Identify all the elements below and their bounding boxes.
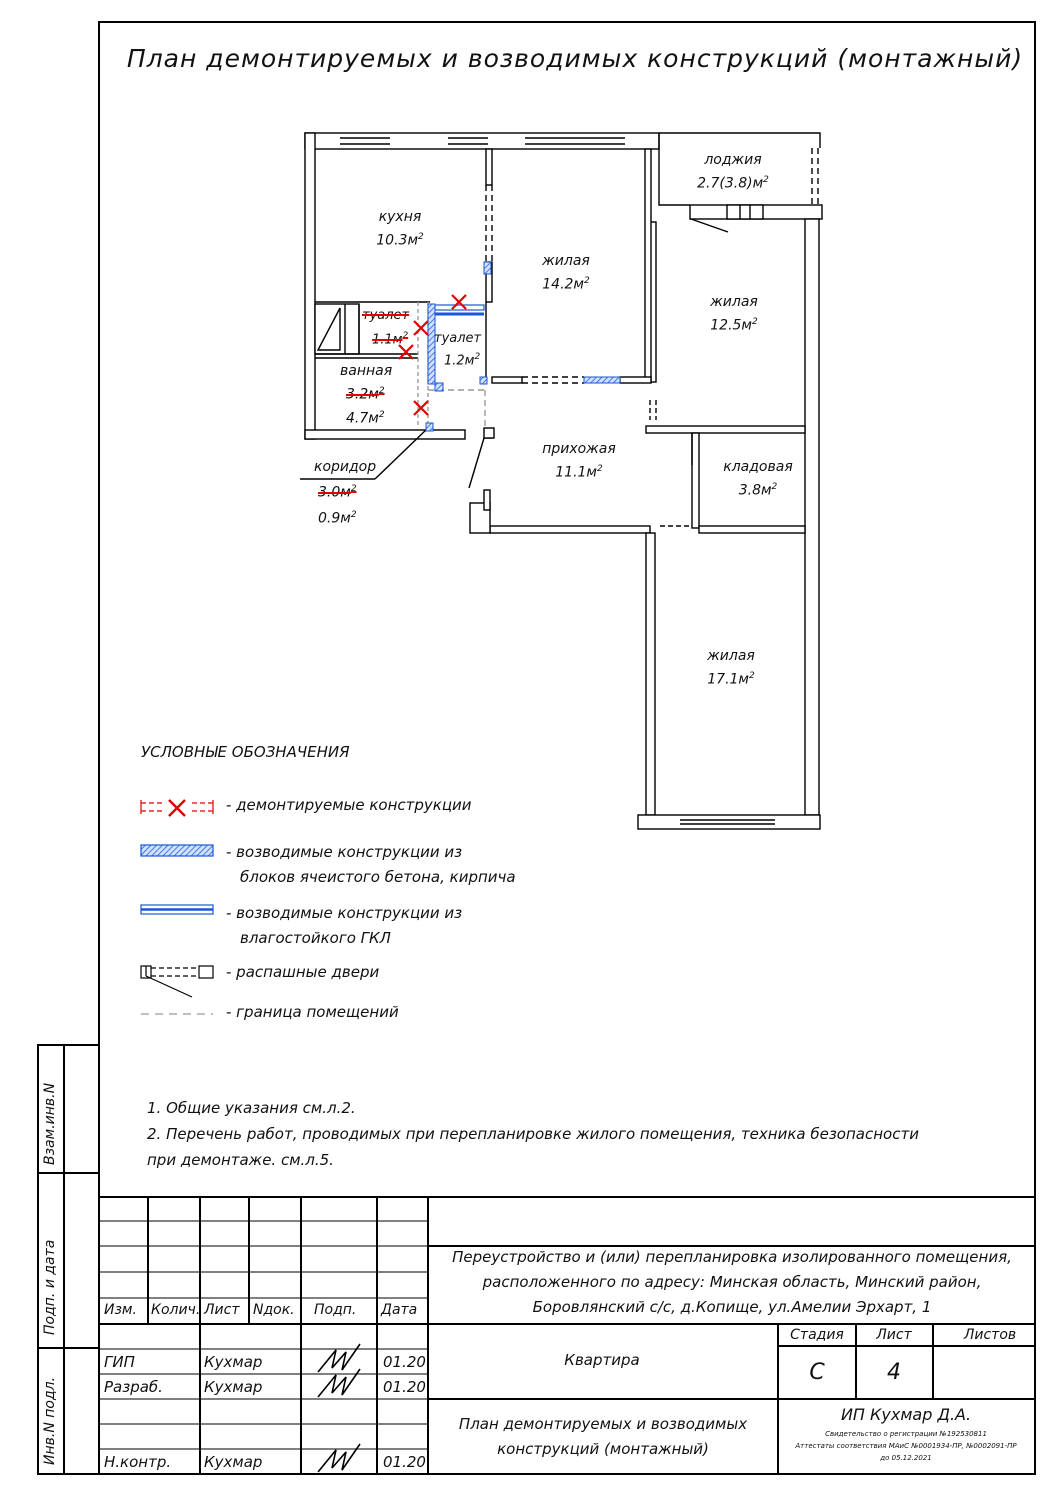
room-area: 2.7(3.8)м [697,175,764,192]
room-name: жилая [710,294,758,310]
room-area-old: 3.2м [346,386,379,403]
room-kitchen [376,207,423,251]
legend-symbols [141,800,213,1014]
side-stamp-inv: Инв.N подл. [42,1376,58,1465]
room-area-sup: 2 [763,175,769,185]
tb-header-list: Лист [204,1302,240,1318]
new-wall-block [435,383,443,391]
legend-text: влагостойкого ГКЛ [240,929,391,947]
tb-sheet: 4 [887,1360,901,1385]
new-wall-block [484,262,491,274]
new-wall-block [480,377,487,384]
room-area: 10.3м [376,232,418,249]
room-area-sup: 2 [583,276,590,286]
room-loggia [697,150,769,194]
tb-date-gip: 01.20 [383,1353,426,1371]
room-name: прихожая [542,441,616,457]
room-area-sup: 2 [748,671,755,681]
tb-role-gip: ГИП [104,1353,135,1371]
tb-name-gip: Кухмар [204,1353,263,1371]
room-area: 1.1м [372,332,403,348]
tb-name-nkontr: Кухмар [204,1453,263,1471]
room-name: жилая [707,648,755,664]
room-area: 4.7м [346,410,379,427]
room-area: 17.1м [707,671,749,688]
room-area-sup: 2 [350,484,357,494]
room-toilet-old [362,306,409,350]
room-living-171 [707,646,755,690]
room-area-sup: 2 [771,482,778,492]
room-area-sup: 2 [474,352,481,362]
tb-project-line2: расположенного по адресу: Минская область, Минский район, [482,1273,982,1291]
room-name: кладовая [723,459,793,475]
tb-drawing-line1: План демонтируемых и возводимых [458,1415,748,1433]
room-area: 12.5м [710,317,752,334]
room-hall [542,439,616,483]
room-toilet-new [434,329,481,370]
note-1: 1. Общие указания см.л.2. [147,1099,356,1117]
room-name: туалет [434,331,482,346]
sheet-title: План демонтируемых и возводимых конструкций (монтажный) [126,44,1024,73]
tb-date-nkontr: 01.20 [383,1453,426,1471]
legend-text: - возводимые конструкции из [226,904,463,922]
legend-item-boundary: - граница помещений [226,1003,399,1021]
room-area: 14.2м [542,276,584,293]
tb-sheet-label: Лист [876,1327,912,1343]
room-name: жилая [542,253,590,269]
legend-item-gkl [226,901,462,951]
tb-name-razrab: Кухмар [204,1378,263,1396]
legend-text: - возводимые конструкции из [226,843,463,861]
room-name: кухня [378,209,422,225]
new-wall-gkl [432,305,484,310]
room-corridor [314,456,376,529]
new-wall-block [584,377,620,383]
tb-role-nkontr: Н.контр. [104,1453,172,1471]
signature [318,1344,360,1472]
side-stamp-podp: Подп. и дата [42,1239,58,1335]
tb-header-izm: Изм. [104,1302,137,1318]
legend-title: УСЛОВНЫЕ ОБОЗНАЧЕНИЯ [141,743,350,761]
room-area-sup: 2 [751,317,758,327]
note-3: при демонтаже. см.л.5. [147,1151,334,1169]
tb-stage: С [809,1360,825,1385]
tb-header-data: Дата [381,1302,418,1318]
tb-header-podp: Подп. [314,1302,357,1318]
tb-company: ИП Кухмар Д.А. [840,1405,972,1424]
room-area: 1.2м [444,353,475,369]
room-name: туалет [362,308,410,323]
tb-stage-label: Стадия [790,1327,844,1343]
room-area: 11.1м [555,464,597,481]
room-area-sup: 2 [596,464,603,474]
room-name: коридор [314,459,377,475]
legend-text: блоков ячеистого бетона, кирпича [240,868,516,886]
tb-header-kol: Колич. [151,1302,201,1318]
tb-date-razrab: 01.20 [383,1378,426,1396]
room-area-sup: 2 [378,386,385,396]
tb-cert3: до 05.12.2021 [880,1454,932,1462]
side-stamp-vzam: Взам.инв.N [42,1082,58,1165]
room-living-142 [542,251,590,295]
room-area-old: 3.0м [318,484,351,501]
room-area-sup: 2 [402,331,409,341]
new-wall-block [426,423,433,431]
legend-item-block [226,840,516,890]
room-bathroom [340,361,392,428]
tb-project-line3: Боровлянский с/с, д.Копище, ул.Амелии Эрхарт, 1 [532,1298,932,1316]
tb-object: Квартира [564,1351,640,1369]
tb-cert2: Аттестаты соответствия МАиС №0001934-ПР, №0002091-ПР [795,1442,1017,1450]
room-name: ванная [340,363,393,379]
room-area-sup: 2 [418,232,424,242]
tb-project-line1: Переустройство и (или) перепланировка изолированного помещения, [452,1248,1012,1266]
legend-item-demolished: - демонтируемые конструкции [226,796,472,814]
tb-cert1: Свидетельство о регистрации №192530811 [825,1430,987,1438]
room-name: лоджия [704,152,762,168]
tb-drawing-line2: конструкций (монтажный) [497,1440,709,1458]
room-storage [723,457,792,501]
room-area: 0.9м [318,510,351,527]
tb-role-razrab: Разраб. [104,1378,163,1396]
room-area-sup: 2 [350,509,357,520]
room-area-sup: 2 [378,409,385,420]
legend-item-door: - распашные двери [226,963,380,981]
note-2: 2. Перечень работ, проводимых при перепланировке жилого помещения, техника безопасности [147,1125,919,1143]
tb-header-ndok: Nдок. [253,1302,295,1318]
tb-sheets-label: Листов [963,1327,1017,1343]
room-living-125 [710,292,758,336]
room-area: 3.8м [738,482,772,499]
